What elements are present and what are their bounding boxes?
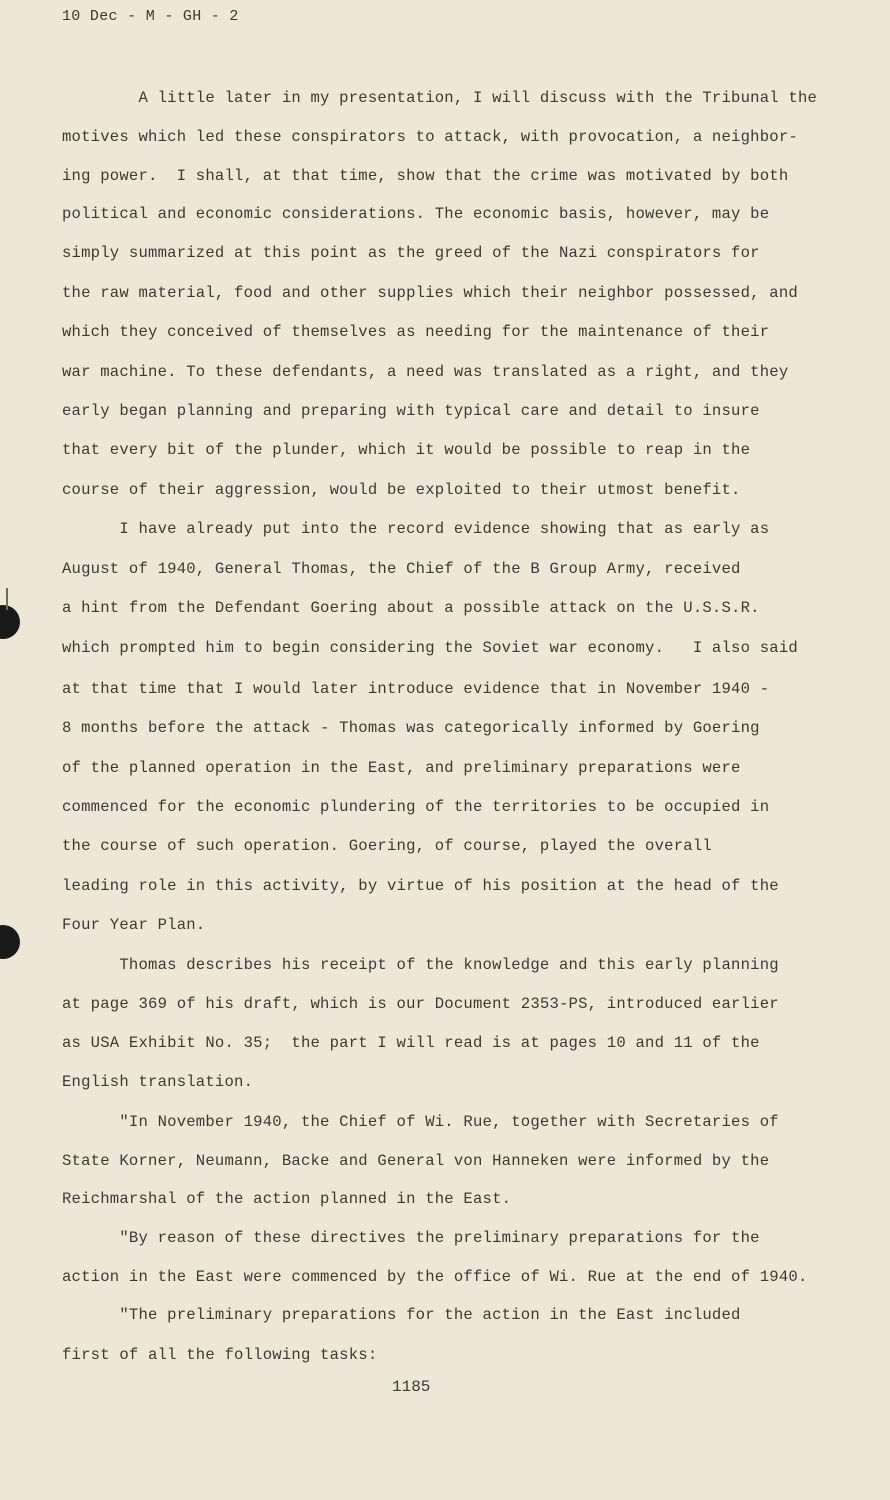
text-line: A little later in my presentation, I will discuss with the Tribunal the: [62, 89, 818, 107]
text-line: first of all the following tasks:: [62, 1346, 378, 1364]
text-line: English translation.: [62, 1073, 254, 1091]
text-line: "The preliminary preparations for the action in the East included: [62, 1306, 741, 1324]
text-line: a hint from the Defendant Goering about a possible attack on the U.S.S.R.: [62, 599, 760, 617]
text-line: that every bit of the plunder, which it would be possible to reap in the: [62, 441, 751, 459]
text-line: Four Year Plan.: [62, 916, 206, 934]
text-line: which prompted him to begin considering the Soviet war economy. I also said: [62, 639, 798, 657]
text-line: commenced for the economic plundering of the territories to be occupied in: [62, 798, 770, 816]
text-line: action in the East were commenced by the office of Wi. Rue at the end of 1940.: [62, 1268, 808, 1286]
punch-hole-icon: [0, 605, 20, 639]
text-line: Thomas describes his receipt of the knowledge and this early planning: [62, 956, 779, 974]
text-line: "By reason of these directives the preliminary preparations for the: [62, 1229, 760, 1247]
text-line: motives which led these conspirators to attack, with provocation, a neighbor-: [62, 128, 798, 146]
text-line: leading role in this activity, by virtue of his position at the head of the: [62, 877, 779, 895]
text-line: which they conceived of themselves as needing for the maintenance of their: [62, 323, 770, 341]
text-line: August of 1940, General Thomas, the Chief of the B Group Army, received: [62, 560, 741, 578]
text-line: at that time that I would later introduce evidence that in November 1940 -: [62, 680, 770, 698]
text-line: as USA Exhibit No. 35; the part I will read is at pages 10 and 11 of the: [62, 1034, 760, 1052]
text-line: early began planning and preparing with typical care and detail to insure: [62, 402, 760, 420]
text-line: State Korner, Neumann, Backe and General von Hanneken were informed by the: [62, 1152, 770, 1170]
margin-mark: [6, 588, 8, 610]
punch-hole-icon: [0, 925, 20, 959]
text-line: course of their aggression, would be exploited to their utmost benefit.: [62, 481, 741, 499]
text-line: the raw material, food and other supplies which their neighbor possessed, and: [62, 284, 798, 302]
text-line: simply summarized at this point as the greed of the Nazi conspirators for: [62, 244, 760, 262]
page-number: 1185: [392, 1378, 431, 1396]
text-line: I have already put into the record evidence showing that as early as: [62, 520, 770, 538]
header-reference: 10 Dec - M - GH - 2: [62, 8, 239, 25]
text-line: Reichmarshal of the action planned in the East.: [62, 1190, 512, 1208]
text-line: of the planned operation in the East, and preliminary preparations were: [62, 759, 741, 777]
text-line: political and economic considerations. The economic basis, however, may be: [62, 205, 770, 223]
text-line: the course of such operation. Goering, of course, played the overall: [62, 837, 712, 855]
text-line: war machine. To these defendants, a need was translated as a right, and they: [62, 363, 789, 381]
text-line: "In November 1940, the Chief of Wi. Rue, together with Secretaries of: [62, 1113, 779, 1131]
text-line: at page 369 of his draft, which is our Document 2353-PS, introduced earlier: [62, 995, 779, 1013]
text-line: 8 months before the attack - Thomas was categorically informed by Goering: [62, 719, 760, 737]
text-line: ing power. I shall, at that time, show that the crime was motivated by both: [62, 167, 789, 185]
